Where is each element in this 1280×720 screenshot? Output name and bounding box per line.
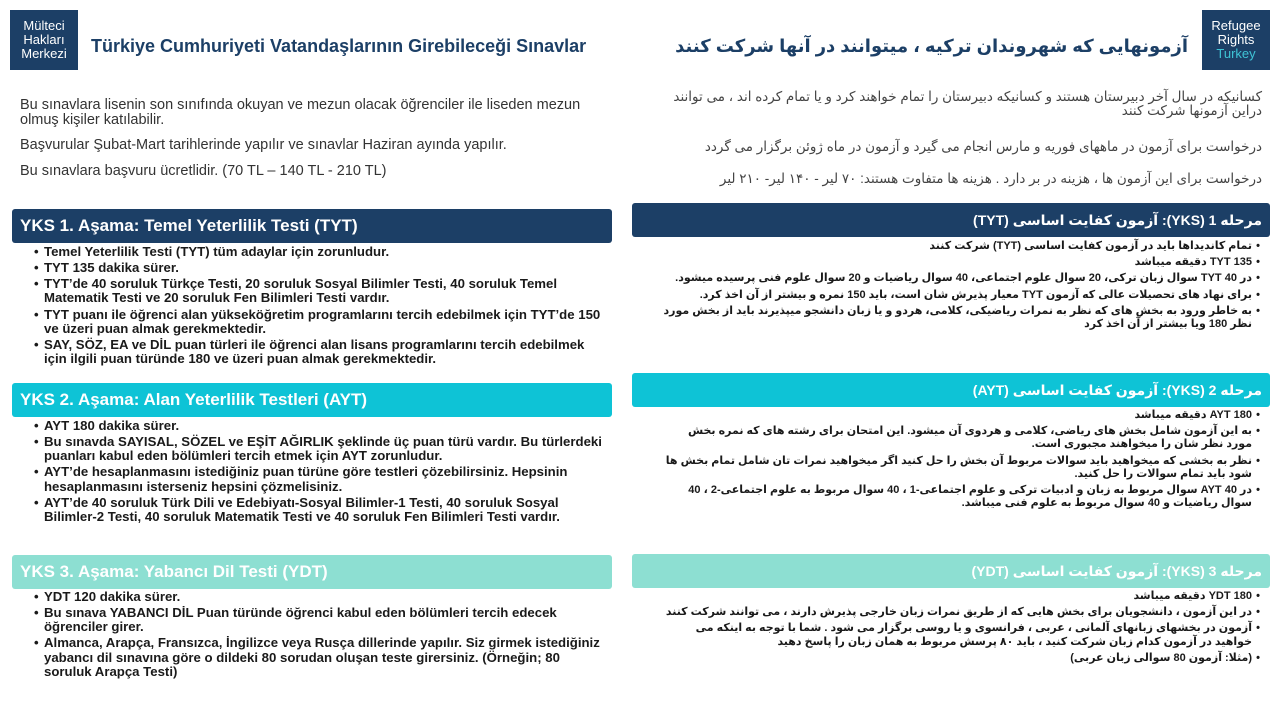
- list-item: • نظر به بخشی که میخواهید باید سوالات مربوط آن بخش را حل کنید اگر میخواهید نمرات تان شامل تمام بخش ها شود باید تمام سوالات را حل کنید.: [660, 455, 1260, 481]
- logo-left-line-2: Hakları: [23, 31, 65, 47]
- list-item: • AYT 180 دقیقه میباشد: [660, 409, 1260, 422]
- stage-2-header-tr: YKS 2. Aşama: Alan Yeterlilik Testleri (AYT): [12, 383, 612, 417]
- logo-right-line-1: Refugee: [1211, 17, 1261, 33]
- list-item: • (مثلا: آزمون 80 سوالی زبان عربی): [660, 652, 1260, 665]
- intro-tr-fees: Bu sınavlara başvuru ücretlidir. (70 TL – 140 TL - 210 TL): [20, 163, 387, 179]
- list-item: • YDT 120 dakika sürer.: [36, 590, 606, 604]
- stage-2-header-fa: مرحله 2 (YKS): آزمون کفایت اساسی (AYT): [632, 373, 1270, 407]
- logo-refugee-rights-turkey: [1202, 10, 1270, 70]
- list-item: • TYT puanı ile öğrenci alan yükseköğretim programlarını tercih edebilmek için TYT’de 150 ve üzeri puan almak gerekmektedir.: [36, 308, 606, 336]
- list-item: • Bu sınava YABANCI DİL Puan türünde öğrenci kabul eden bölümleri tercih edecek öğrenciler girer.: [36, 606, 606, 634]
- list-item: • AYT’de hesaplanmasını istediğiniz puan türüne göre testleri çözebilirsiniz. Hepsinin hesaplanmasını isterseniz hepsini çözmelisiniz.: [36, 465, 606, 493]
- page-title-turkish: Türkiye Cumhuriyeti Vatandaşlarının Girebileceği Sınavlar: [91, 36, 587, 56]
- page-title-persian: آزمونهایی که شهروندان ترکیه ، میتوانند در آنها شرکت کنند: [675, 36, 1188, 56]
- logo-right-line-2: Rights: [1217, 31, 1255, 47]
- intro-tr-eligibility: Bu sınavlara lisenin son sınıfında okuyan ve mezun olacak öğrenciler ile liseden mezun olmuş kişiler katılabilir.: [20, 97, 581, 129]
- logo-multeci-haklari-merkezi: [10, 10, 78, 70]
- list-item: • برای نهاد های تحصیلات عالی که آزمون TYT معیار پذیرش شان است، باید 150 نمره و بیشتر از آن اخذ کرد.: [660, 289, 1260, 302]
- intro-tr-dates: Başvurular Şubat-Mart tarihlerinde yapılır ve sınavlar Haziran ayında yapılır.: [20, 137, 507, 153]
- list-item: • تمام کاندیداها باید در آزمون کفایت اساسی (TYT) شرکت کنند: [660, 240, 1260, 253]
- stage-3-header-fa: مرحله 3 (YKS): آزمون کفایت اساسی (YDT): [632, 554, 1270, 588]
- list-item: • TYT’de 40 soruluk Türkçe Testi, 20 soruluk Sosyal Bilimler Testi, 40 soruluk Temel Matematik Testi ve 20 soruluk Fen Bilimleri Testi vardır.: [36, 277, 606, 305]
- stage-2-list-fa: [660, 409, 1260, 513]
- list-item: • آزمون در بخشهای زبانهای آلمانی ، عربی ، فرانسوی و یا روسی برگزار می شود . شما با توجه به اینکه می خواهید در آزمون کدام زبان شرکت کنید ، باید ۸۰ پرسش مربوط به همان زبان را پاسخ دهید: [660, 622, 1260, 648]
- stage-3-list-tr: [36, 590, 606, 681]
- list-item: • YDT 180 دقیقه میباشد: [660, 590, 1260, 603]
- stage-1-list-tr: [36, 245, 606, 368]
- list-item: • به خاطر ورود به بخش های که نظر به نمرات ریاضیکی، کلامی، هردو و یا زبان دانشجو میپذیرند باید از بخش مورد نظر 180 ویا بیشتر از آن اخذ کرد: [660, 305, 1260, 331]
- list-item: • AYT’de 40 soruluk Türk Dili ve Edebiyatı-Sosyal Bilimler-1 Testi, 40 soruluk Sosyal Bilimler-2 Testi, 40 soruluk Matematik Testi ve 40 soruluk Fen Bilimleri Testi vardır.: [36, 496, 606, 524]
- list-item: • Almanca, Arapça, Fransızca, İngilizce veya Rusça dillerinde yapılır. Siz girmek istediğiniz yabancı dil sınavına göre o dildeki 80 sorudan oluşan teste girersiniz. (Örneğin; 80 soruluk Arapça Testi): [36, 636, 606, 678]
- intro-fa-dates: درخواست برای آزمون در ماههای فوریه و مارس انجام می گیرد و آزمون در ماه ژوئن برگزار می گردد: [704, 139, 1262, 154]
- list-item: • AYT 180 dakika sürer.: [36, 419, 606, 433]
- list-item: • TYT 135 dakika sürer.: [36, 261, 606, 275]
- logo-left-line-1: Mülteci: [23, 17, 65, 33]
- list-item: • به این آزمون شامل بخش های ریاضی، کلامی و هردوی آن میشود. این امتحان برای رشته های که نمره بخش مورد نظر شان را میخواهند مجبوری است.: [660, 425, 1260, 451]
- list-item: • در AYT 40 سوال مربوط به زبان و ادبیات ترکی و علوم اجتماعی-1 ، 40 سوال مربوط به علوم اجتماعی-2 ، 40 سوال ریاضیات و 40 سوال مربوط به علوم فنی میباشد.: [660, 484, 1260, 510]
- stage-1-header-fa: مرحله 1 (YKS): آزمون کفایت اساسی (TYT): [632, 203, 1270, 237]
- logo-right-line-3: Turkey: [1216, 46, 1256, 62]
- logo-left-line-3: Merkezi: [21, 46, 67, 62]
- intro-fa-fees: درخواست برای این آزمون ها ، هزینه در بر دارد . هزینه ها متفاوت هستند: ۷۰ لیر - ۱۴۰ لیر- ۲۱۰ لیر: [719, 171, 1262, 186]
- list-item: • Temel Yeterlilik Testi (TYT) tüm adaylar için zorunludur.: [36, 245, 606, 259]
- list-item: • در این آزمون ، دانشجویان برای بخش هایی که از طریق نمرات زبان خارجی پذیرش دارند ، می توانند شرکت کنند: [660, 606, 1260, 619]
- stage-1-header-tr: YKS 1. Aşama: Temel Yeterlilik Testi (TYT): [12, 209, 612, 243]
- stage-3-header-tr: YKS 3. Aşama: Yabancı Dil Testi (YDT): [12, 555, 612, 589]
- list-item: • TYT 135 دقیقه میباشد: [660, 256, 1260, 269]
- list-item: • Bu sınavda SAYISAL, SÖZEL ve EŞİT AĞIRLIK şeklinde üç puan türü vardır. Bu türlerdeki puanları kabul eden bölümleri tercih etmek için AYT zorunludur.: [36, 435, 606, 463]
- stage-1-list-fa: [660, 240, 1260, 334]
- intro-fa-eligibility: کسانیکه در سال آخر دبیرستان هستند و کسانیکه دبیرستان را تمام خواهند کرد و یا تمام کرده اند ، می توانند دراین آزمونها شرکت کنند: [673, 89, 1262, 119]
- list-item: • در TYT 40 سوال زبان ترکی، 20 سوال علوم اجتماعی، 40 سوال ریاضیات و 20 سوال علوم فنی پرسیده میشود.: [660, 272, 1260, 285]
- stage-3-list-fa: [660, 590, 1260, 668]
- list-item: • SAY, SÖZ, EA ve DİL puan türleri ile öğrenci alan lisans programlarını tercih edebilmek için ilgili puan türünde 180 ve üzeri puan almak gerekmektedir.: [36, 338, 606, 366]
- stage-2-list-tr: [36, 419, 606, 526]
